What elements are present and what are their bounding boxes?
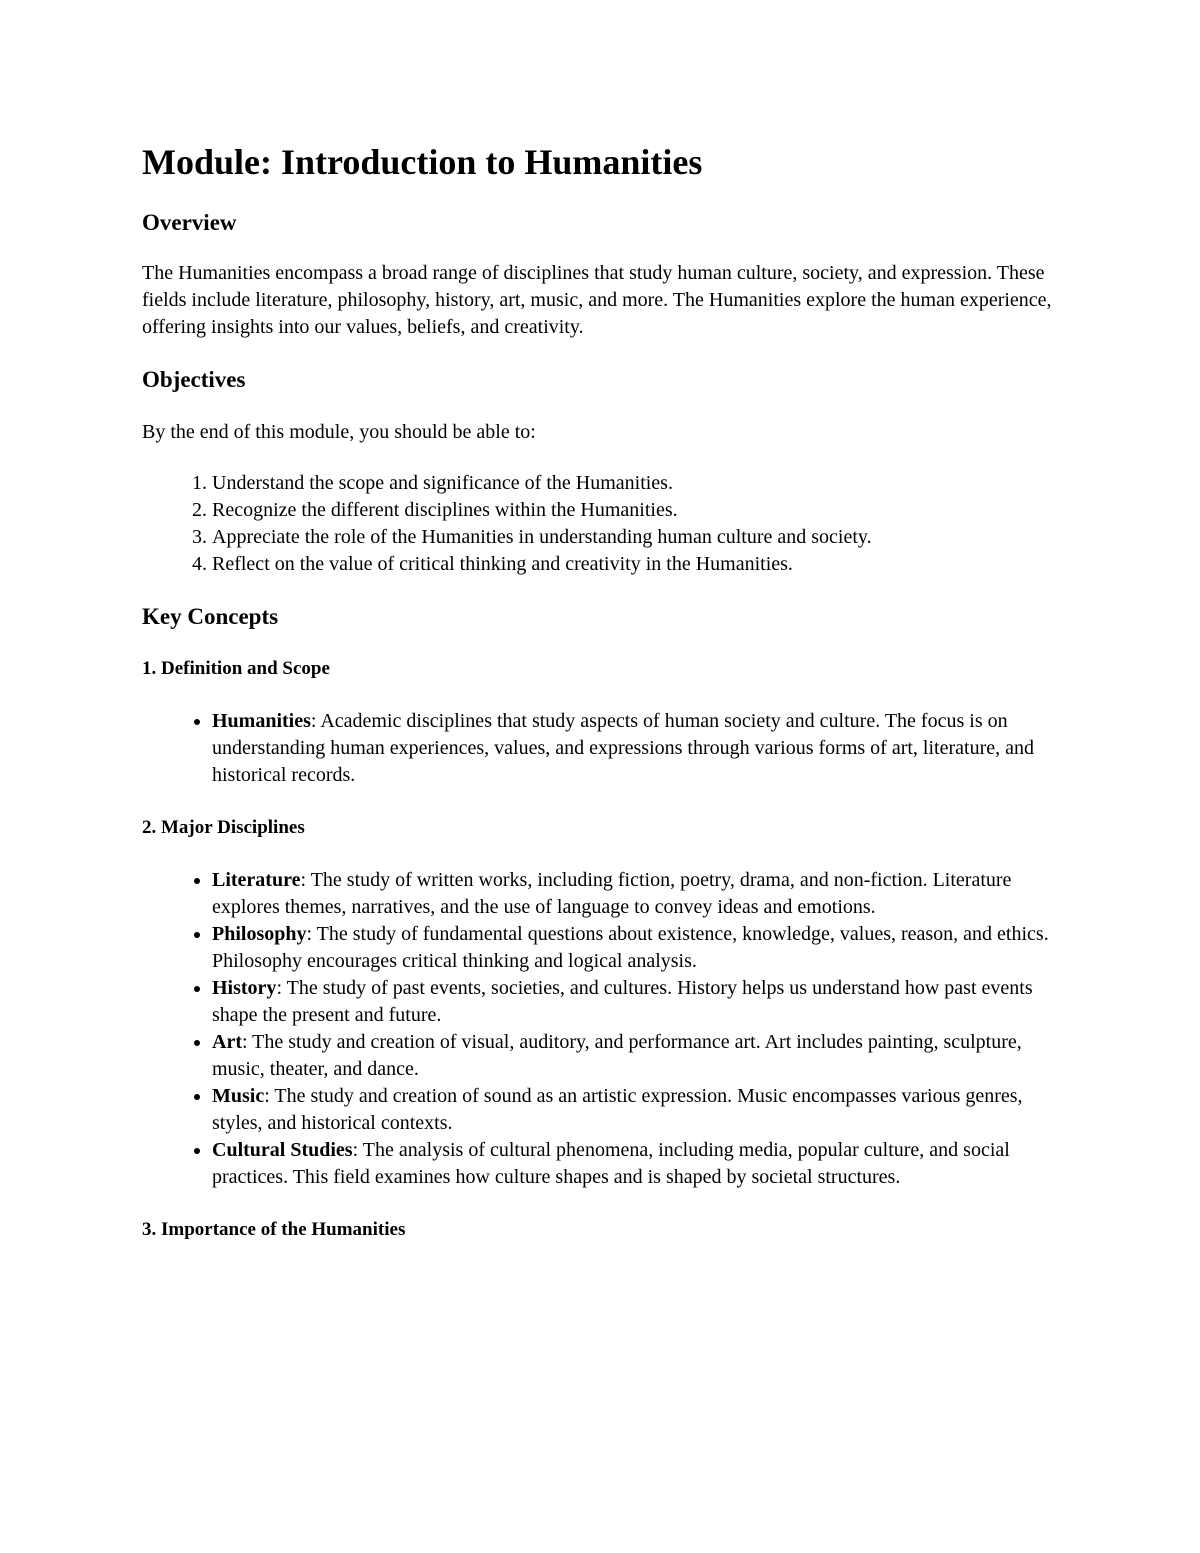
overview-heading: Overview xyxy=(142,210,237,235)
objective-item: 3. Appreciate the role of the Humanities in understanding human culture and society. xyxy=(212,524,1062,551)
document-page xyxy=(142,140,1062,1269)
discipline-term: Cultural Studies xyxy=(212,1139,353,1161)
objective-item: 4. Reflect on the value of critical thinking and creativity in the Humanities. xyxy=(212,551,1062,578)
discipline-item xyxy=(212,975,1062,1029)
objective-item: 1. Understand the scope and significance of the Humanities. xyxy=(212,470,1062,497)
key-concepts-heading: Key Concepts xyxy=(142,604,279,629)
importance-heading: 3. Importance of the Humanities xyxy=(142,1219,406,1240)
discipline-item xyxy=(212,1029,1062,1083)
concept-term: Humanities xyxy=(212,710,311,732)
definition-scope-heading: 1. Definition and Scope xyxy=(142,658,330,679)
discipline-term: Literature xyxy=(212,869,301,891)
discipline-item xyxy=(212,867,1062,921)
concept-description: : Academic disciplines that study aspects of human society and culture. The focus is on understanding human experiences, values, and expressions through various forms of art, literature, and historical records. xyxy=(212,710,1034,786)
discipline-item xyxy=(212,921,1062,975)
discipline-term: History xyxy=(212,977,277,999)
objectives-heading: Objectives xyxy=(142,367,246,392)
discipline-description: : The analysis of cultural phenomena, including media, popular culture, and social practices. This field examines how culture shapes and is shaped by societal structures. xyxy=(212,1139,1010,1188)
discipline-item xyxy=(212,1137,1062,1191)
major-disciplines-heading: 2. Major Disciplines xyxy=(142,817,305,838)
objective-item: 2. Recognize the different disciplines within the Humanities. xyxy=(212,497,1062,524)
discipline-description: : The study of fundamental questions about existence, knowledge, values, reason, and ethics. Philosophy encourages critical thinking and logical analysis. xyxy=(212,923,1049,972)
objectives-intro: By the end of this module, you should be able to: xyxy=(142,421,536,443)
discipline-description: : The study of written works, including fiction, poetry, drama, and non-fiction. Literature explores themes, narratives, and the use of language to convey ideas and emotions. xyxy=(212,869,1012,918)
discipline-description: : The study and creation of sound as an artistic expression. Music encompasses various genres, styles, and historical contexts. xyxy=(212,1085,1023,1134)
discipline-term: Music xyxy=(212,1085,265,1107)
discipline-description: : The study of past events, societies, and cultures. History helps us understand how past events shape the present and future. xyxy=(212,977,1033,1026)
objectives-list xyxy=(142,470,1062,578)
discipline-description: : The study and creation of visual, auditory, and performance art. Art includes painting, sculpture, music, theater, and dance. xyxy=(212,1031,1022,1080)
concept-item xyxy=(212,708,1062,789)
document-title: Module: Introduction to Humanities xyxy=(142,142,703,182)
major-disciplines-list xyxy=(142,867,1062,1191)
overview-paragraph: The Humanities encompass a broad range of disciplines that study human culture, society, and expression. These fields include literature, philosophy, history, art, music, and more. The Humanities explore the human experience, offering insights into our values, beliefs, and creativity. xyxy=(142,262,1052,338)
discipline-term: Art xyxy=(212,1031,242,1053)
discipline-item xyxy=(212,1083,1062,1137)
discipline-term: Philosophy xyxy=(212,923,307,945)
definition-scope-list xyxy=(142,708,1062,789)
